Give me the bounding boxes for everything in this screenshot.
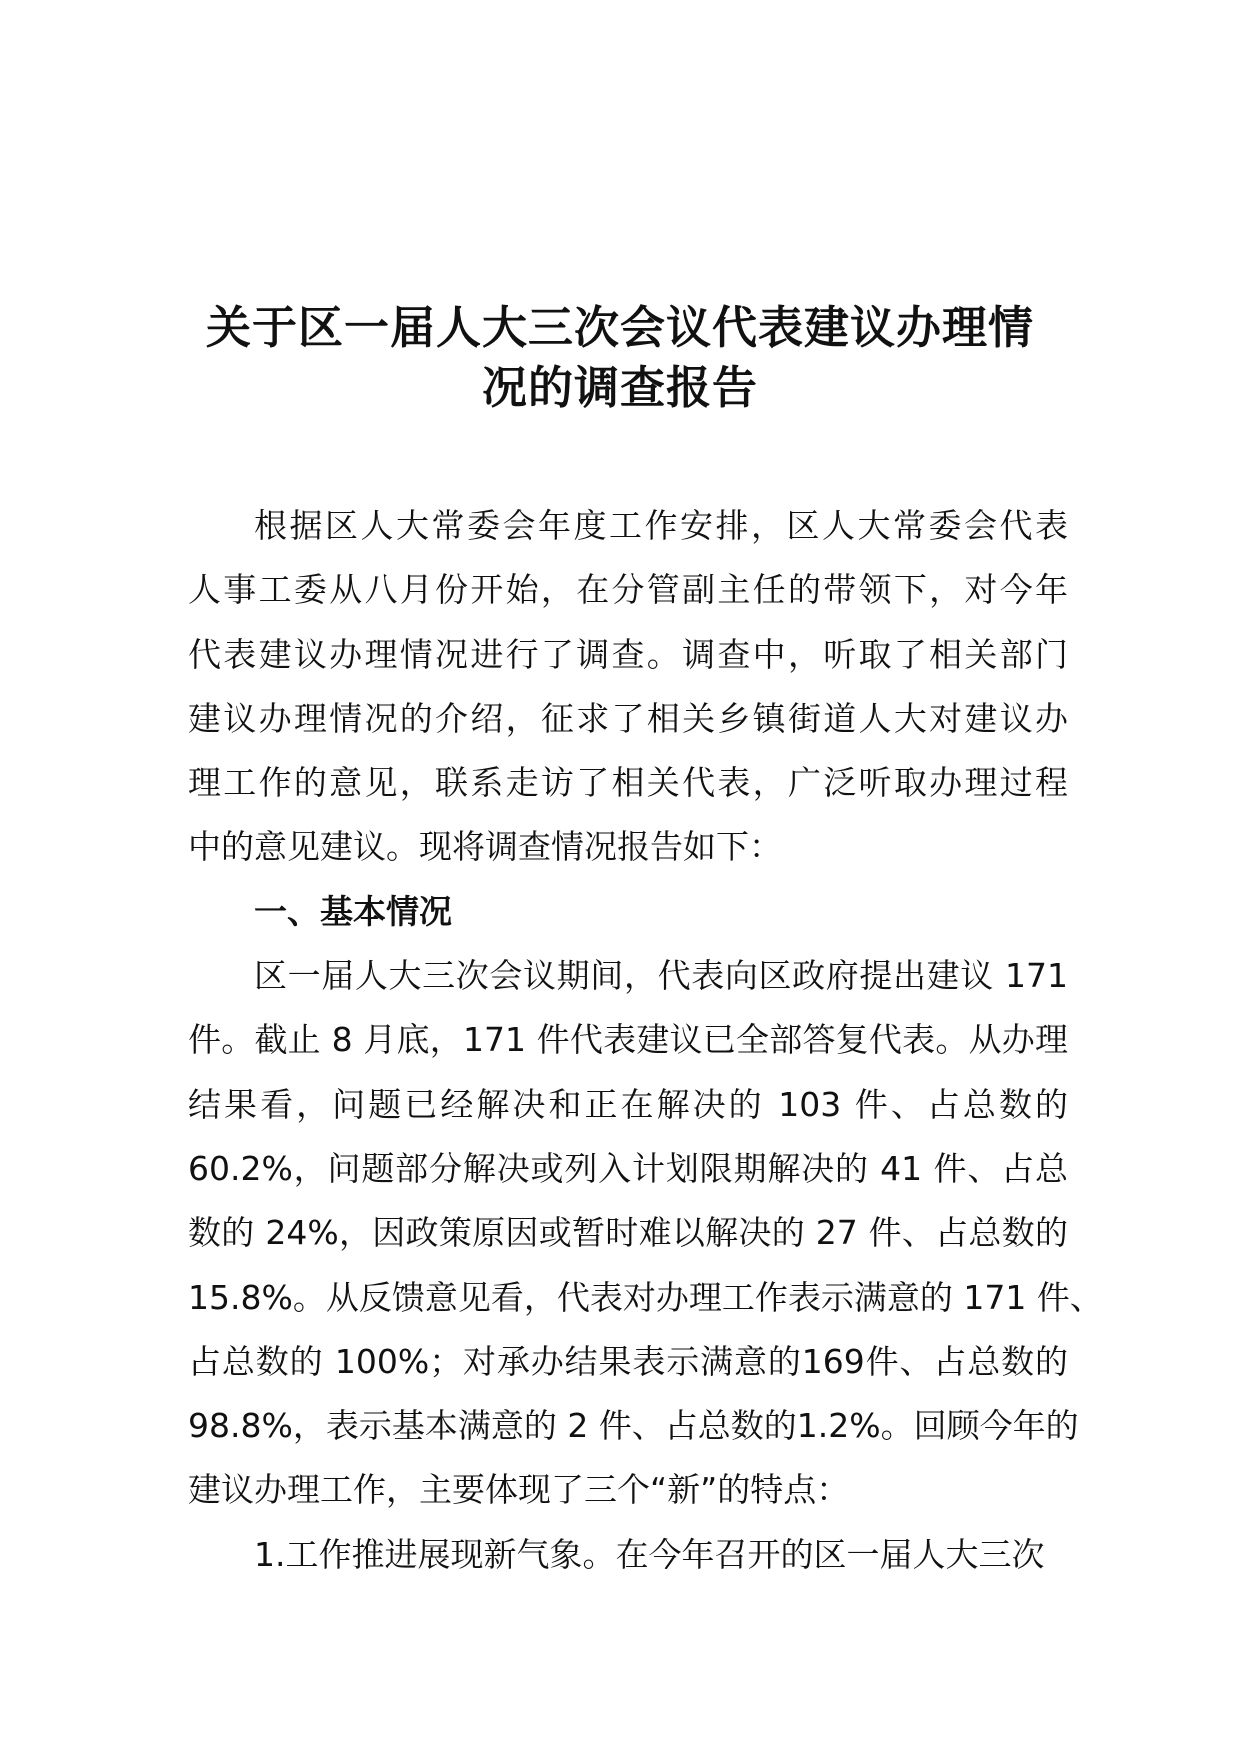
paragraph-line: 建议办理工作，主要体现了三个“新”的特点： [188, 1470, 850, 1510]
paragraph-line: 建议办理情况的介绍，征求了相关乡镇街道人大对建议办 [188, 698, 1068, 738]
section-heading: 一、基本情况 [254, 891, 452, 931]
paragraph-line: 根据区人大常委会年度工作安排，区人大常委会代表 [254, 506, 1068, 545]
paragraph-line: 件。截止 8 月底，171 件代表建议已全部答复代表。从办理 [188, 1020, 1068, 1060]
paragraph-line: 60.2%，问题部分解决或列入计划限期解决的 41 件、占总 [188, 1148, 1068, 1188]
paragraph-line: 1.工作推进展现新气象。在今年召开的区一届人大三次 [254, 1534, 1045, 1574]
document-title [130, 298, 1110, 418]
title-line-1: 关于区一届人大三次会议代表建议办理情 [205, 301, 1034, 354]
title-line-2: 况的调查报告 [481, 361, 758, 414]
paragraph-line: 98.8%，表示基本满意的 2 件、占总数的1.2%。回顾今年的 [188, 1406, 1079, 1446]
paragraph-line: 区一届人大三次会议期间，代表向区政府提出建议 171 [254, 956, 1068, 996]
paragraph-line: 理工作的意见，联系走访了相关代表，广泛听取办理过程 [188, 763, 1068, 803]
paragraph-line: 数的 24%，因政策原因或暂时难以解决的 27 件、占总数的 [188, 1213, 1068, 1253]
paragraph-line: 代表建议办理情况进行了调查。调查中，听取了相关部门 [188, 634, 1068, 674]
paragraph-line: 占总数的 100%；对承办结果表示满意的169件、占总数的 [188, 1341, 1068, 1381]
paragraph-line: 中的意见建议。现将调查情况报告如下： [188, 827, 782, 867]
paragraph-line: 结果看，问题已经解决和正在解决的 103 件、占总数的 [188, 1084, 1068, 1124]
paragraph-line: 人事工委从八月份开始，在分管副主任的带领下，对今年 [188, 570, 1068, 610]
paragraph-line: 15.8%。从反馈意见看，代表对办理工作表示满意的 171 件、 [188, 1277, 1103, 1317]
document-body [188, 494, 1103, 1587]
